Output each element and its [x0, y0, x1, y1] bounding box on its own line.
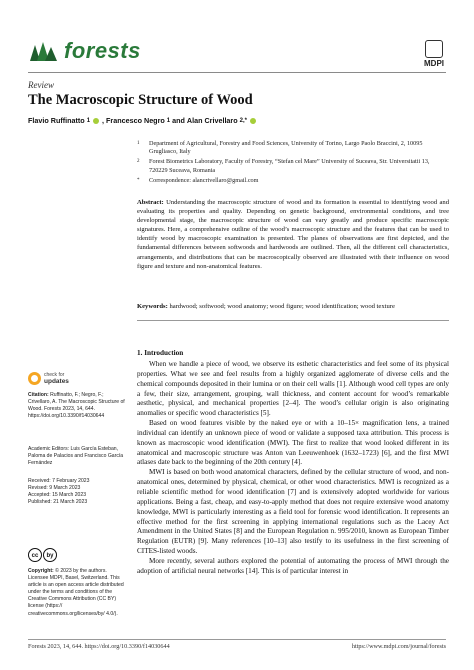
affiliations: [137, 140, 449, 185]
affiliation-number: 2: [137, 159, 140, 165]
keywords-label: Keywords:: [137, 303, 168, 310]
correspondence-text[interactable]: Correspondence: alancrivellaro@gmail.com: [149, 176, 259, 184]
editors-text: Luis García Esteban, Paloma de Palacios and Francisco García Fernández: [28, 446, 124, 467]
orcid-icon[interactable]: [250, 118, 256, 124]
header-rule: [28, 72, 446, 73]
copyright-block: [28, 568, 126, 618]
abstract-label: Abstract:: [137, 199, 164, 206]
author-name: Flavio Ruffinatto: [28, 116, 85, 125]
footer-journal-link[interactable]: https://www.mdpi.com/journal/forests: [351, 643, 446, 650]
affiliation-number: *: [137, 177, 140, 183]
received-date: Received: 7 February 2023: [28, 478, 90, 484]
dates-block: [28, 478, 126, 506]
paragraph: Based on wood features visible by the naked eye or with a 10–15× magnification lens, a trained individual can identify an unknown piece of wood or validate a supposed taxa attribution. This process is known as macroscopic wood identification (MWI). The first to realize that wood looked different in its anatomical and macroscopic structure was Anton van Leeuwenhoek (1632–1723) [6], and the first MWI atlases date back to the beginning of the 20th century [4].: [137, 419, 449, 467]
author-name: Francesco Negro: [106, 116, 165, 125]
footer-citation[interactable]: Forests 2023, 14, 644. https://doi.org/10.3390/f14030644: [28, 643, 170, 650]
article-type: Review: [28, 80, 54, 90]
mdpi-logo: [424, 40, 444, 68]
author-separator: and: [172, 116, 185, 125]
correspondence: [137, 177, 449, 185]
author-affil-sup: 1: [166, 117, 171, 124]
copyright-label: Copyright:: [28, 568, 54, 574]
editors-label: Academic Editors:: [28, 446, 70, 452]
check-updates-icon: [28, 372, 41, 385]
keywords-rule: [137, 320, 449, 321]
body-text: [137, 360, 449, 577]
affiliation-number: 1: [137, 141, 140, 146]
check-updates-line2: updates: [44, 378, 69, 385]
check-for-updates-badge[interactable]: [28, 372, 69, 385]
copyright-text: © 2023 by the authors. Licensee MDPI, Basel, Switzerland. This article is an open access article distributed under the terms and conditions of the Creative Commons Attribution (CC BY) license (https:// creativecommons.org/licenses/by/ 4.0/).: [28, 568, 124, 617]
cc-license-badge[interactable]: [28, 548, 57, 562]
by-icon: by: [43, 548, 57, 562]
abstract-text: Understanding the macroscopic structure of wood and its formation is essential to identifying wood and evaluating its properties and quality. Depending on genetic background, environmental conditions, and tree developmental stage, the macroscopic structure of wood can vary greatly and produce specific macroscopic signatures. Here, a comprehensive outline of the wood’s macroscopic structure and the features that can be used to identify wood by macroscopic examination is presented. The planes of observations are first depicted, and the fundamental differences between softwoods and hardwoods are outlined. Then, all the different cell characteristics, arrangements, and distributions that can be macroscopically observed are illustrated with their influence on wood figure and texture and non-anatomical features.: [137, 199, 449, 270]
orcid-icon[interactable]: [93, 118, 99, 124]
affiliation: [137, 140, 449, 156]
paragraph: When we handle a piece of wood, we observe its esthetic characteristics and feel some of its physical properties. What we see and feel results from a highly organized agglomerate of diverse cells and the chemical compounds deposited in their lumina or on their cell walls [1]. Although wood cell types are only a few, their size, arrangement, grouping, wall thickness, and content account for wood’s remarkable aesthetic, physical, and mechanical properties [2–4]. The wood’s cellular origin is also originating anomalies or specific wood characteristics [5].: [137, 360, 449, 418]
citation-text: Ruffinatto, F.; Negro, F.; Crivellaro, A. The Macroscopic Structure of Wood. Forests 2023, 14, 644. https://doi.org/10.3390/f14030644: [28, 392, 125, 420]
abstract: [137, 198, 449, 271]
keywords-text: hardwood; softwood; wood anatomy; wood figure; wood identification; wood texture: [169, 303, 395, 310]
affiliation: [137, 158, 449, 174]
published-date: Published: 21 March 2023: [28, 499, 88, 506]
forest-trees-icon: [28, 41, 58, 61]
section-heading: 1. Introduction: [137, 349, 184, 357]
mdpi-emblem-icon: [425, 40, 443, 58]
author-affil-sup: 1: [86, 117, 91, 124]
author-name: Alan Crivellaro: [186, 116, 238, 125]
author-list: [28, 116, 257, 125]
accepted-date: Accepted: 15 March 2023: [28, 492, 87, 499]
author-affil-sup: 2,*: [239, 117, 247, 124]
cc-icon: cc: [28, 548, 42, 562]
footer: [28, 643, 446, 650]
affiliation-text: Forest Biometrics Laboratory, Faculty of Forestry, “Stefan cel Mare” University of Suceava, Str. Universitatii 13, 720229 Suceava, Romania: [149, 158, 430, 174]
article-title: The Macroscopic Structure of Wood: [28, 92, 253, 108]
journal-name: forests: [64, 38, 141, 63]
check-updates-line1: check for: [44, 372, 65, 378]
revised-date: Revised: 9 March 2023: [28, 485, 81, 492]
author-separator: ,: [102, 116, 105, 125]
keywords: [137, 302, 449, 311]
affiliation-text: Department of Agricultural, Forestry and Food Sciences, University of Torino, Largo Paolo Braccini, 2, 10095 Grugliasco, Italy: [149, 140, 423, 156]
citation-block: [28, 392, 126, 420]
editors-block: [28, 446, 126, 467]
journal-logo: [28, 38, 141, 64]
citation-label: Citation:: [28, 392, 49, 398]
footer-rule: [28, 639, 446, 640]
paragraph: MWI is based on both wood anatomical characters, defined by the cellular structure of wood, and non-anatomical ones, determined by physical, chemical, or other wood characteristics. MWI is recognized as a reliable scientific method for wood identification [7] and is extensively adopted worldwide for various applications. Being a fast, cheap, and easy-to-apply method that does not require extensive wood anatomy knowledge, MWI is particularly interesting as a field tool for forensic wood identification. It represents an effective method for the first screening in applying international regulations such as the Lacey Act Amendment in the United States [8] and the European Regulation n. 995/2010, known as European Timber Regulation (EUTR) [9]. Many references [10–13] also testify to its usefulness in the first screening of CITES-listed woods.: [137, 468, 449, 556]
paragraph: More recently, several authors explored the potential of automating the process of MWI through the adoption of artificial neural networks [14]. This is of particular interest in: [137, 556, 449, 575]
mdpi-label: MDPI: [424, 59, 444, 68]
